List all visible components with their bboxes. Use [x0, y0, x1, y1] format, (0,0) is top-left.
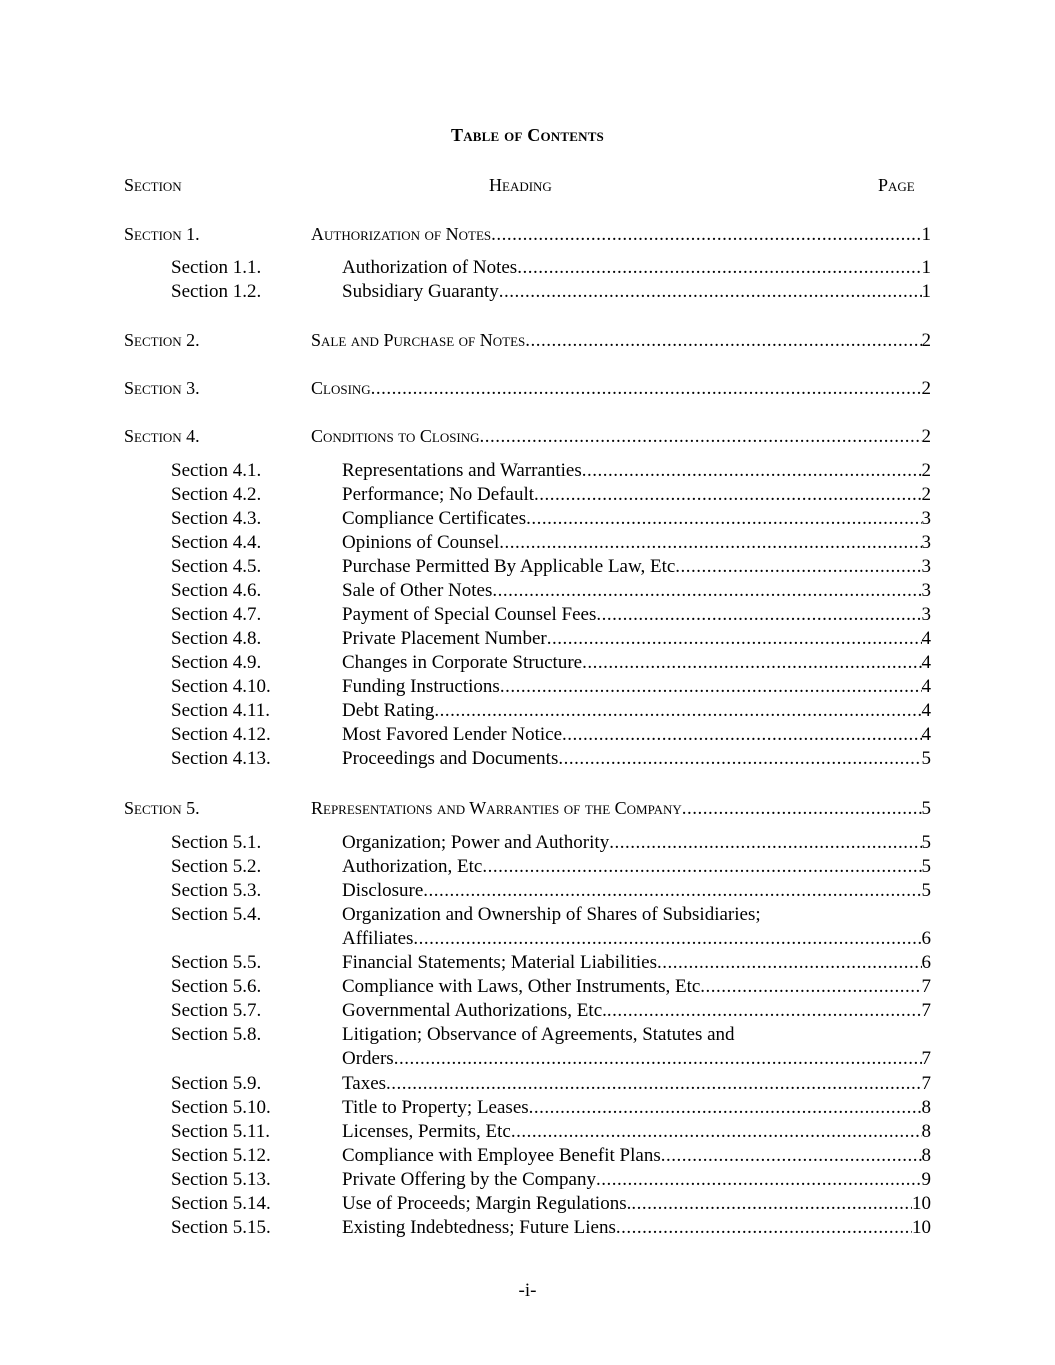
toc-entry[interactable]	[0, 424, 1055, 448]
section-label: Section 4.6.	[171, 580, 262, 601]
section-label: Section 4.11.	[171, 700, 271, 721]
toc-entry[interactable]	[0, 1168, 1055, 1192]
section-label: Section 5.14.	[171, 1193, 271, 1214]
section-label: Section 4.4.	[171, 532, 262, 553]
toc-entry[interactable]	[0, 603, 1055, 627]
section-heading: Opinions of Counsel	[342, 532, 500, 553]
section-label: Section 4.9.	[171, 652, 262, 673]
section-label: Section 3.	[124, 378, 200, 398]
page-number: 7	[921, 1073, 931, 1094]
section-heading: Closing	[311, 378, 371, 398]
page-number: 7	[921, 1000, 931, 1021]
section-heading: Taxes	[342, 1073, 387, 1094]
page-number: 3	[921, 556, 931, 577]
section-heading: Use of Proceeds; Margin Regulations.	[342, 1193, 632, 1214]
section-heading: Orders	[342, 1048, 394, 1069]
page-number: 7	[921, 1048, 931, 1069]
page-number: 4	[921, 652, 931, 673]
section-label: Section 1.1.	[171, 257, 262, 278]
section-heading: Authorization of Notes	[311, 224, 492, 244]
section-heading: Affiliates	[342, 928, 414, 949]
page-number: 9	[921, 1169, 931, 1190]
toc-entry[interactable]	[0, 555, 1055, 579]
section-heading: Compliance with Laws, Other Instruments, Etc	[342, 976, 701, 997]
section-heading: Funding Instructions	[342, 676, 500, 697]
toc-entry[interactable]	[0, 999, 1055, 1023]
section-label: Section 4.3.	[171, 508, 262, 529]
section-heading: Licenses, Permits, Etc	[342, 1121, 511, 1142]
section-label: Section 5.11.	[171, 1121, 271, 1142]
section-label: Section 5.12.	[171, 1145, 271, 1166]
page-number: 2	[921, 484, 931, 505]
toc-entry[interactable]	[0, 507, 1055, 531]
section-heading: Disclosure	[342, 880, 424, 901]
toc-entry[interactable]	[0, 256, 1055, 280]
section-label: Section 5.5.	[171, 952, 262, 973]
toc-entry[interactable]	[0, 1023, 1055, 1047]
column-header-page: Page	[878, 175, 915, 195]
section-heading: Most Favored Lender Notice	[342, 724, 563, 745]
toc-entry[interactable]	[0, 651, 1055, 675]
toc-entry-continuation[interactable]	[0, 1047, 1055, 1071]
section-label: Section 5.7.	[171, 1000, 262, 1021]
toc-entry[interactable]	[0, 855, 1055, 879]
section-heading: Private Offering by the Company	[342, 1169, 596, 1190]
section-label: Section 5.13.	[171, 1169, 271, 1190]
section-heading: Performance; No Default	[342, 484, 535, 505]
toc-entry[interactable]	[0, 459, 1055, 483]
page-number: 5	[921, 798, 931, 819]
toc-entry[interactable]	[0, 903, 1055, 927]
section-heading: Title to Property; Leases	[342, 1097, 529, 1118]
column-header-heading: Heading	[489, 175, 552, 195]
toc-entry[interactable]	[0, 222, 1055, 246]
section-label: Section 5.15.	[171, 1217, 271, 1238]
page-footer-number: -i-	[518, 1280, 537, 1301]
toc-entry[interactable]	[0, 796, 1055, 820]
page-number: 8	[921, 1097, 931, 1118]
section-label: Section 4.10.	[171, 676, 271, 697]
toc-entry[interactable]	[0, 376, 1055, 400]
section-heading: Debt Rating	[342, 700, 435, 721]
page-number: 3	[921, 508, 931, 529]
toc-entry[interactable]	[0, 531, 1055, 555]
section-label: Section 5.9.	[171, 1073, 262, 1094]
page-number: 8	[921, 1121, 931, 1142]
page-number: 5	[921, 856, 931, 877]
toc-entry[interactable]	[0, 699, 1055, 723]
page-number: 1	[921, 281, 931, 302]
page-number: 6	[921, 952, 931, 973]
page-number: 10	[912, 1217, 931, 1238]
section-label: Section 1.	[124, 224, 200, 244]
toc-entry[interactable]	[0, 1120, 1055, 1144]
section-label: Section 4.1.	[171, 460, 262, 481]
section-label: Section 5.2.	[171, 856, 262, 877]
toc-entry[interactable]	[0, 831, 1055, 855]
section-label: Section 4.7.	[171, 604, 262, 625]
page-number: 2	[921, 378, 931, 399]
section-heading: Organization; Power and Authority	[342, 832, 610, 853]
section-heading: Payment of Special Counsel Fees	[342, 604, 597, 625]
section-label: Section 5.8.	[171, 1024, 262, 1045]
page-number: 6	[921, 928, 931, 949]
page-number: 8	[921, 1145, 931, 1166]
page-number: 1	[921, 224, 931, 245]
toc-entry[interactable]	[0, 1144, 1055, 1168]
page-number: 3	[921, 580, 931, 601]
section-heading: Purchase Permitted By Applicable Law, Etc	[342, 556, 676, 577]
toc-entry[interactable]	[0, 675, 1055, 699]
toc-entry[interactable]	[0, 280, 1055, 304]
section-heading-line1: Organization and Ownership of Shares of Subsidiaries;	[342, 904, 761, 925]
section-heading: Authorization, Etc	[342, 856, 483, 877]
section-heading: Representations and Warranties	[342, 460, 582, 481]
page-number: 4	[921, 724, 931, 745]
toc-entry[interactable]	[0, 579, 1055, 603]
section-label: Section 5.4.	[171, 904, 262, 925]
page-number: 4	[921, 628, 931, 649]
section-label: Section 5.3.	[171, 880, 262, 901]
toc-entry[interactable]	[0, 1216, 1055, 1240]
section-heading: Private Placement Number	[342, 628, 547, 649]
section-heading: Governmental Authorizations, Etc.	[342, 1000, 607, 1021]
page-number: 2	[921, 330, 931, 351]
page-number: 4	[921, 676, 931, 697]
section-heading: Financial Statements; Material Liabilities	[342, 952, 658, 973]
toc-entry[interactable]	[0, 951, 1055, 975]
section-heading: Proceedings and Documents	[342, 748, 559, 769]
section-label: Section 5.	[124, 798, 200, 818]
toc-entry[interactable]	[0, 328, 1055, 352]
toc-entry[interactable]	[0, 1072, 1055, 1096]
section-label: Section 2.	[124, 330, 200, 350]
page-number: 1	[921, 257, 931, 278]
page-number: 5	[921, 832, 931, 853]
section-heading: Sale of Other Notes	[342, 580, 493, 601]
section-heading: Changes in Corporate Structure	[342, 652, 583, 673]
toc-entry[interactable]	[0, 723, 1055, 747]
section-label: Section 4.5.	[171, 556, 262, 577]
section-heading: Compliance with Employee Benefit Plans	[342, 1145, 661, 1166]
section-label: Section 5.6.	[171, 976, 262, 997]
toc-entry[interactable]	[0, 975, 1055, 999]
section-heading-line1: Litigation; Observance of Agreements, Statutes and	[342, 1024, 735, 1045]
section-label: Section 1.2.	[171, 281, 262, 302]
section-label: Section 5.10.	[171, 1097, 271, 1118]
toc-entry[interactable]	[0, 1192, 1055, 1216]
toc-entry[interactable]	[0, 879, 1055, 903]
page-number: 2	[921, 426, 931, 447]
section-label: Section 5.1.	[171, 832, 262, 853]
toc-entry[interactable]	[0, 627, 1055, 651]
section-heading: Sale and Purchase of Notes	[311, 330, 526, 350]
page-number: 3	[921, 604, 931, 625]
toc-entry[interactable]	[0, 483, 1055, 507]
toc-entry-continuation[interactable]	[0, 927, 1055, 951]
section-heading: Existing Indebtedness; Future Liens	[342, 1217, 616, 1238]
column-header-section: Section	[124, 175, 182, 195]
toc-entry[interactable]	[0, 1096, 1055, 1120]
page-number: 2	[921, 460, 931, 481]
page-number: 5	[921, 748, 931, 769]
page-number: 3	[921, 532, 931, 553]
toc-title: Table of Contents	[451, 125, 604, 145]
toc-entry[interactable]	[0, 747, 1055, 771]
page-number: 7	[921, 976, 931, 997]
section-label: Section 4.13.	[171, 748, 271, 769]
page-number: 5	[921, 880, 931, 901]
section-label: Section 4.	[124, 426, 200, 446]
section-label: Section 4.8.	[171, 628, 262, 649]
page-number: 4	[921, 700, 931, 721]
section-heading: Compliance Certificates	[342, 508, 527, 529]
section-label: Section 4.2.	[171, 484, 262, 505]
section-heading: Authorization of Notes	[342, 257, 518, 278]
section-heading: Subsidiary Guaranty	[342, 281, 499, 302]
page-number: 10	[912, 1193, 931, 1214]
section-heading: Conditions to Closing	[311, 426, 480, 446]
section-label: Section 4.12.	[171, 724, 271, 745]
section-heading: Representations and Warranties of the Company	[311, 798, 682, 818]
